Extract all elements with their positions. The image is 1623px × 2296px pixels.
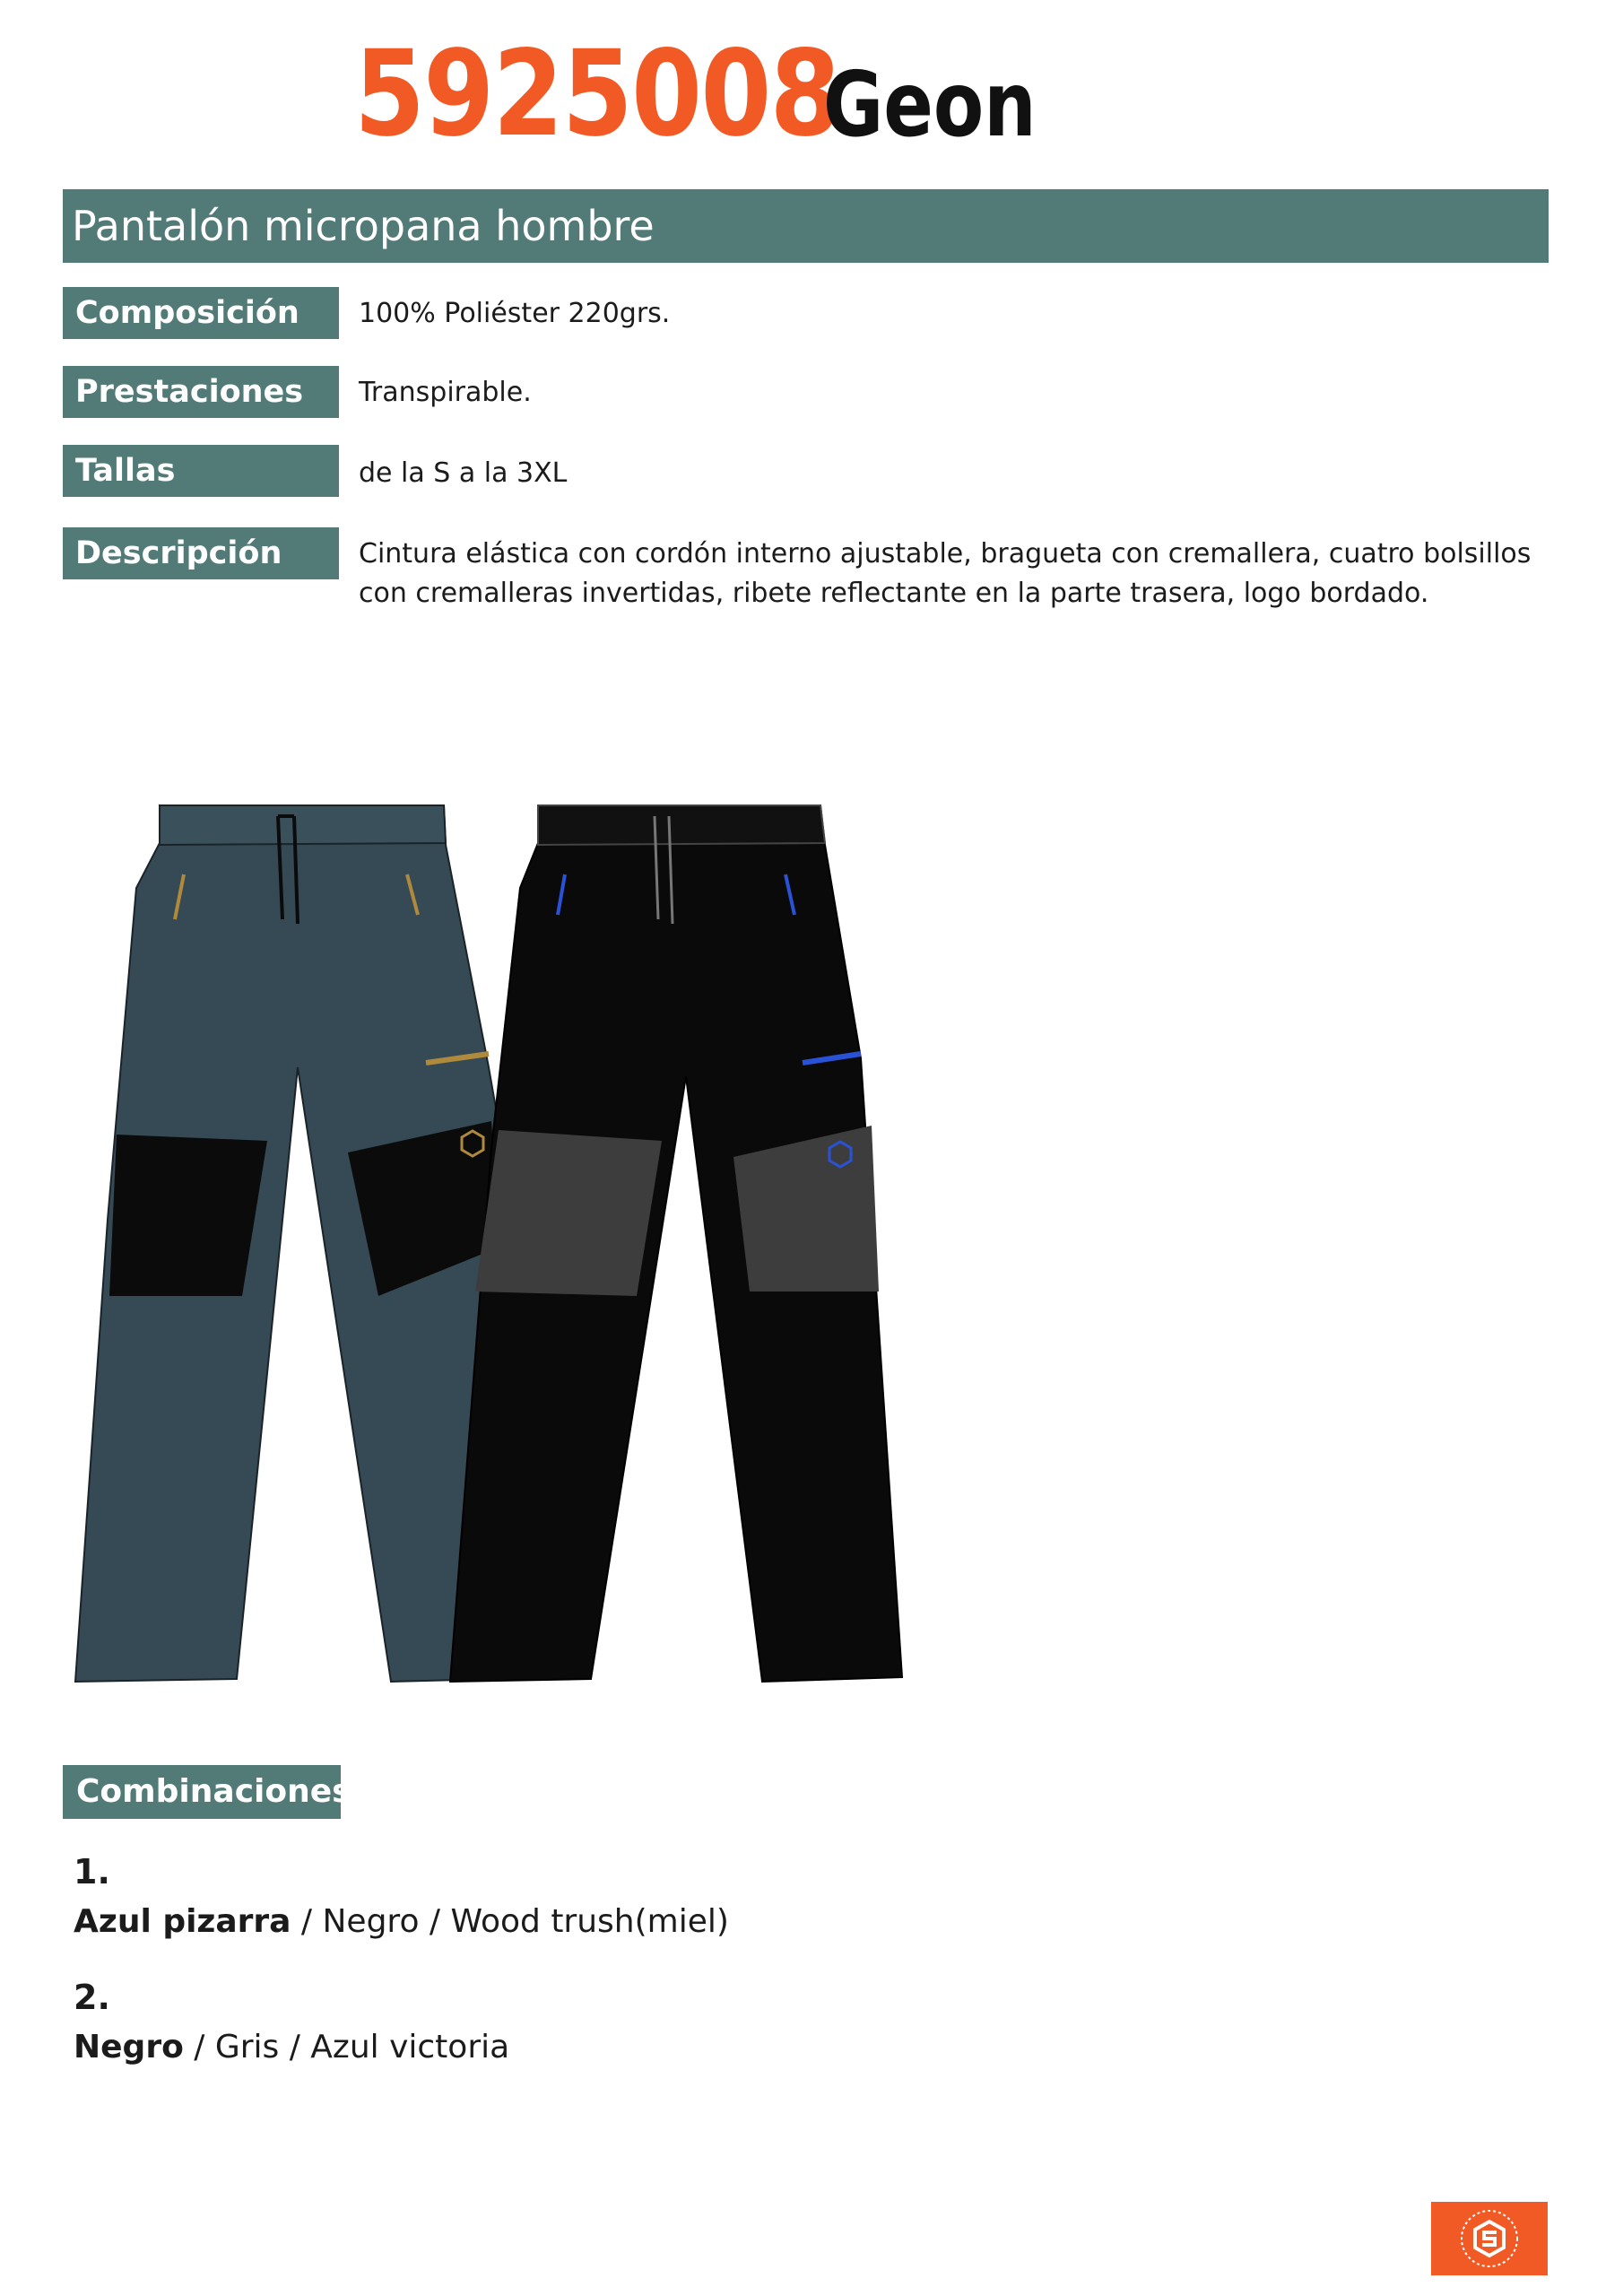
label-composicion: Composición	[63, 287, 339, 339]
brand-logo-badge	[1431, 2202, 1548, 2275]
pant2-waistband	[538, 805, 825, 845]
combo-2-number: 2.	[74, 1978, 110, 2017]
combo-1-number: 1.	[74, 1852, 110, 1892]
product-code: 5925008	[354, 25, 839, 163]
combo-2-colors	[74, 2025, 509, 2070]
value-composicion: 100% Poliéster 220grs.	[359, 298, 671, 329]
value-tallas: de la S a la 3XL	[359, 457, 568, 489]
combinaciones-label: Combinaciones	[63, 1765, 341, 1819]
label-prestaciones: Prestaciones	[63, 366, 339, 418]
value-descripcion-line1: Cintura elástica con cordón interno ajustable, bragueta con cremallera, cuatro bolsillos	[359, 538, 1532, 570]
label-descripcion: Descripción	[63, 527, 339, 579]
pant-black	[450, 805, 902, 1682]
combo-1-rest: / Negro / Wood trush(miel)	[291, 1903, 729, 1940]
combo-2-main: Negro	[74, 2029, 184, 2066]
pants-illustration	[63, 789, 924, 1695]
pant2-patch-left	[475, 1130, 662, 1296]
pant-slate-blue	[75, 805, 516, 1682]
combo-1-colors	[74, 1900, 729, 1944]
combo-1-main: Azul pizarra	[74, 1903, 291, 1940]
hexagon-s-logo-icon	[1431, 2202, 1548, 2275]
label-tallas: Tallas	[63, 445, 339, 497]
combo-2-rest: / Gris / Azul victoria	[183, 2029, 510, 2066]
product-model: Geon	[823, 52, 1037, 157]
pant1-patch-left	[109, 1135, 267, 1296]
value-descripcion-line2: con cremalleras invertidas, ribete reflectante en la parte trasera, logo bordado.	[359, 578, 1429, 609]
pant1-waistband	[160, 805, 446, 845]
product-title: Pantalón micropana hombre	[63, 189, 1549, 263]
value-prestaciones: Transpirable.	[359, 377, 532, 408]
